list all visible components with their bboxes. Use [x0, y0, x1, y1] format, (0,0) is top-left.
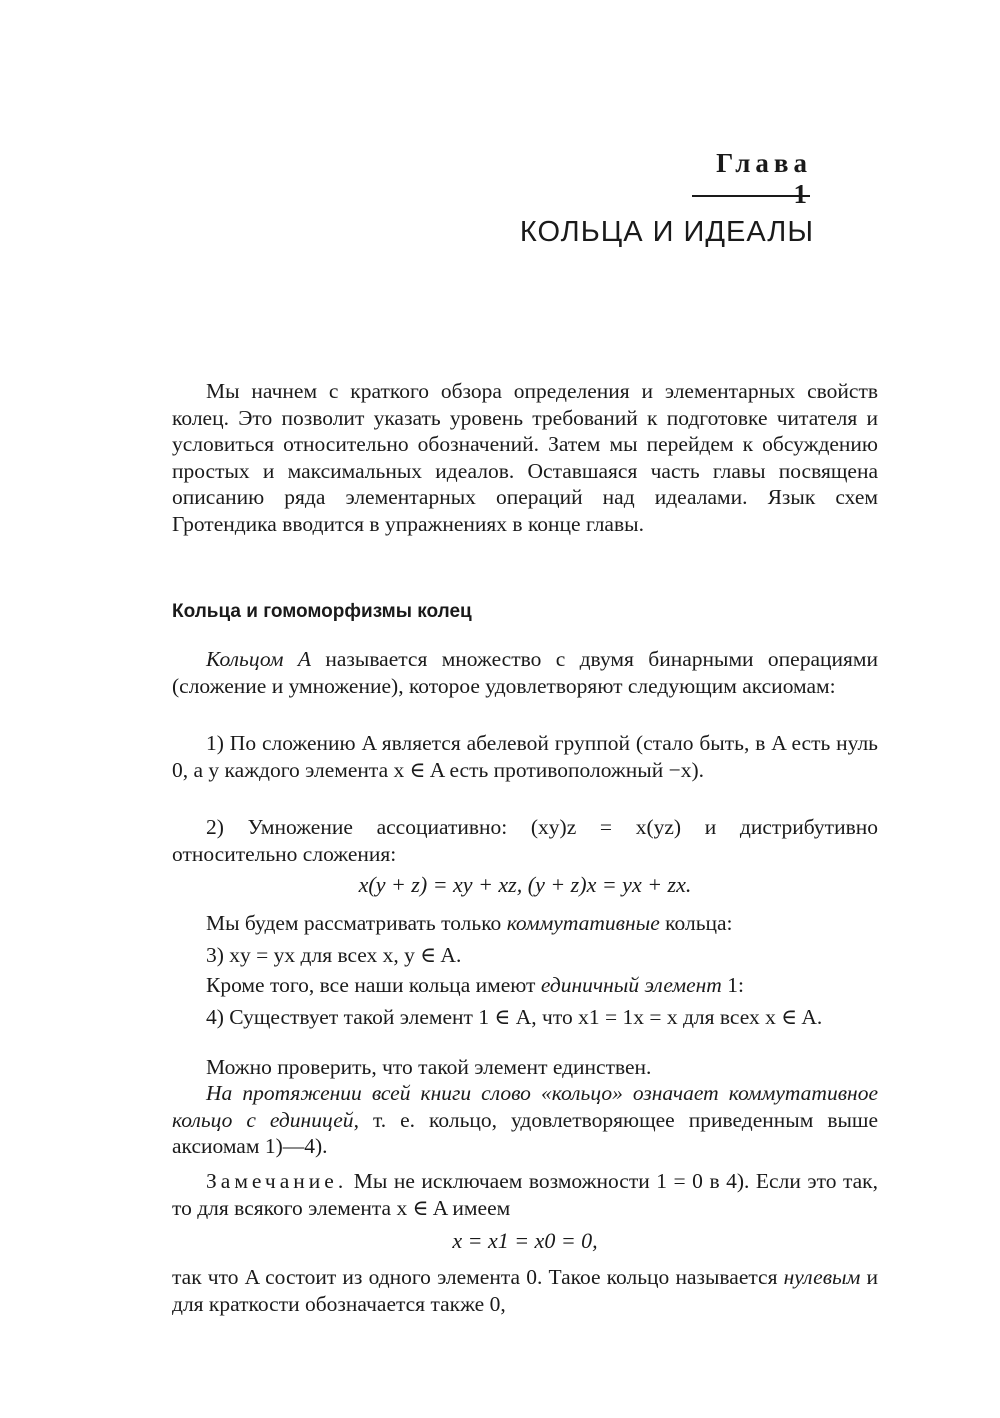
- unit-before: Кроме того, все наши кольца имеют: [206, 973, 541, 997]
- section-heading: Кольца и гомоморфизмы колец: [172, 601, 472, 622]
- zero-emph: нулевым: [783, 1265, 861, 1289]
- convention-emph: На протяжении всей книги слово «кольцо» означает коммутативное кольцо с единицей: [172, 1081, 878, 1132]
- remark-paragraph: [172, 1168, 878, 1221]
- ring-definition-text: называется множество с двумя бинарными операциями (сложение и умножение), которое удовлетворяют следующим аксиомам:: [172, 647, 879, 698]
- axiom-4: 4) Существует такой элемент 1 ∈ A, что x1 = 1x = x для всех x ∈ A.: [206, 1005, 823, 1029]
- axiom-1: 1) По сложению A является абелевой группой (стало быть, в A есть нуль 0, а у каждого элемента x ∈ A есть противоположный −x).: [172, 731, 878, 782]
- distributivity-formula: x(y + z) = xy + xz, (y + z)x = yx + zx.: [358, 872, 692, 897]
- ring-term: Кольцом A: [206, 647, 311, 671]
- convention-paragraph: [172, 1080, 878, 1160]
- remark-label: Замечание.: [206, 1169, 348, 1193]
- chapter-title: КОЛЬЦА И ИДЕАЛЫ: [519, 216, 814, 248]
- zero-ring-formula: x = x1 = x0 = 0,: [452, 1228, 598, 1253]
- zero-ring-paragraph: [172, 1264, 878, 1317]
- commutative-before: Мы будем рассматривать только: [206, 911, 507, 935]
- zero-before: так что A состоит из одного элемента 0. Такое кольцо называется: [172, 1265, 784, 1289]
- uniqueness-line: Можно проверить, что такой элемент единствен.: [206, 1055, 652, 1079]
- zero-after: и для краткости обозначается также 0,: [172, 1265, 879, 1316]
- unit-emph: единичный элемент: [540, 973, 722, 997]
- axiom-2: 2) Умножение ассоциативно: (xy)z = x(yz) и дистрибутивно относительно сложения:: [172, 815, 878, 866]
- unit-line: [172, 972, 878, 999]
- ring-definition: [172, 646, 878, 699]
- chapter-label: Глава 1: [716, 148, 812, 209]
- commutative-line: [172, 910, 878, 937]
- intro-paragraph: Мы начнем с краткого обзора определения и элементарных свойств колец. Это позволит указать уровень требований к подготовке читателя и условиться относительно обозначений. Затем мы перейдем к обсуждению простых и максимальных идеалов. Оставшаяся часть главы посвящена описанию ряда элементарных операций над идеалами. Язык схем Гротендика вводится в упражнениях в конце главы.: [172, 379, 878, 536]
- unit-after: 1:: [721, 973, 744, 997]
- convention-after: , т. е. кольцо, удовлетворяющее приведенным выше аксиомам 1)—4).: [172, 1107, 879, 1158]
- axiom-3: 3) xy = yx для всех x, y ∈ A.: [206, 943, 462, 967]
- commutative-after: кольца:: [659, 911, 733, 935]
- chapter-rule: [692, 195, 810, 197]
- commutative-emph: коммутативные: [506, 911, 660, 935]
- remark-text: Мы не исключаем возможности 1 = 0 в 4). Если это так, то для всякого элемента x ∈ A имеем: [172, 1169, 878, 1220]
